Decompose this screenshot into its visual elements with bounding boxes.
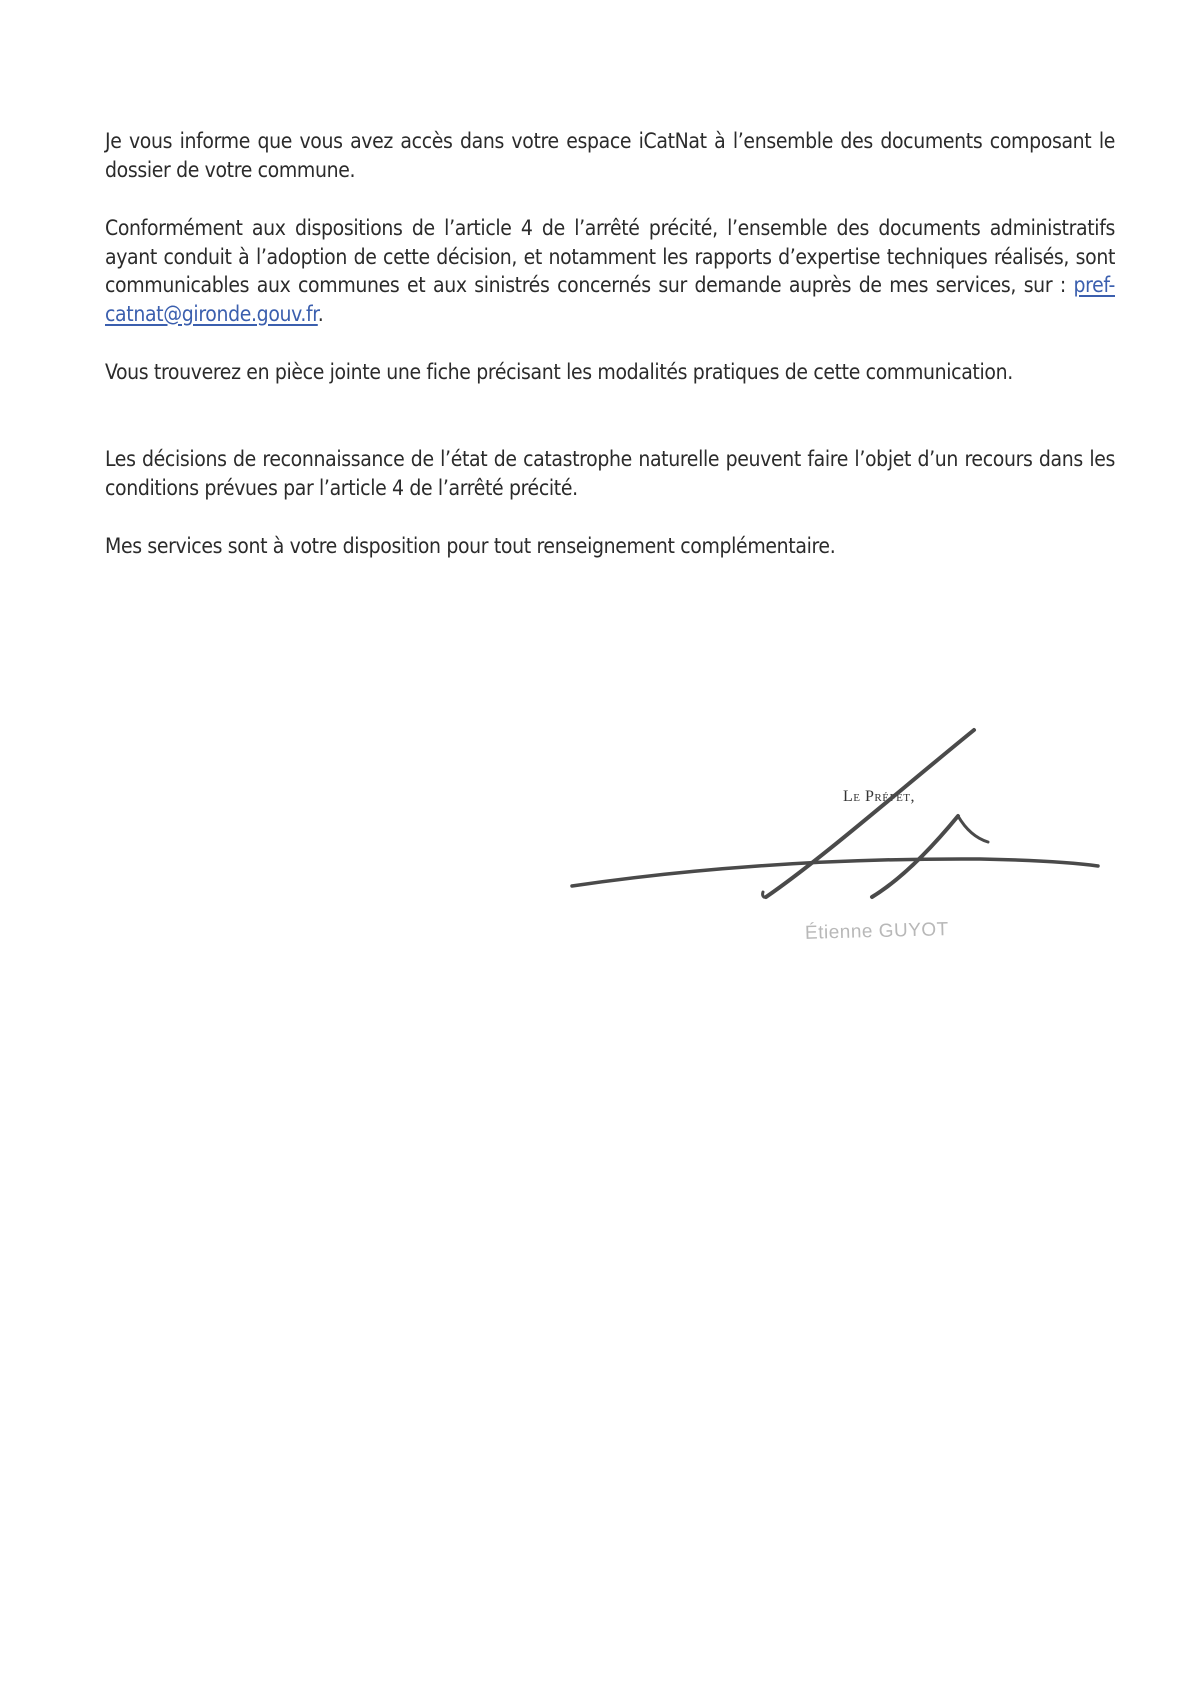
- paragraph-communicable-documents: [105, 214, 1115, 328]
- signature-block: [560, 720, 1140, 980]
- paragraph-closing: [105, 532, 1115, 561]
- paragraph-attached-sheet: [105, 358, 1115, 387]
- paragraph-icatnat-access: [105, 127, 1115, 184]
- signer-name-stamp: Étienne GUYOT: [804, 919, 950, 944]
- handwritten-signature-icon: [560, 720, 1140, 920]
- signer-title: Le Préfet,: [843, 788, 916, 805]
- paragraph-text: Vous trouverez en pièce jointe une fiche précisant les modalités pratiques de cette communication.: [105, 360, 1013, 384]
- paragraph-text: Je vous informe que vous avez accès dans votre espace iCatNat à l’ensemble des documents composant le dossier de votre commune.: [105, 129, 1115, 182]
- paragraph-text: Mes services sont à votre disposition pour tout renseignement complémentaire.: [105, 534, 836, 558]
- paragraph-text-end: .: [317, 301, 324, 326]
- paragraph-text: Conformément aux dispositions de l’article 4 de l’arrêté précité, l’ensemble des documents administratifs ayant conduit à l’adoption de cette décision, et notamment les rapports d’expertise techniques réalisés, sont communicables aux communes et aux sinistrés concernés sur demande auprès de mes services, sur :: [105, 216, 1115, 297]
- paragraph-appeal-conditions: [105, 445, 1115, 502]
- paragraph-text: Les décisions de reconnaissance de l’état de catastrophe naturelle peuvent faire l’objet d’un recours dans les conditions prévues par l’article 4 de l’arrêté précité.: [105, 447, 1115, 500]
- email-link[interactable]: pref-catnat@gironde.gouv.fr: [105, 273, 1115, 326]
